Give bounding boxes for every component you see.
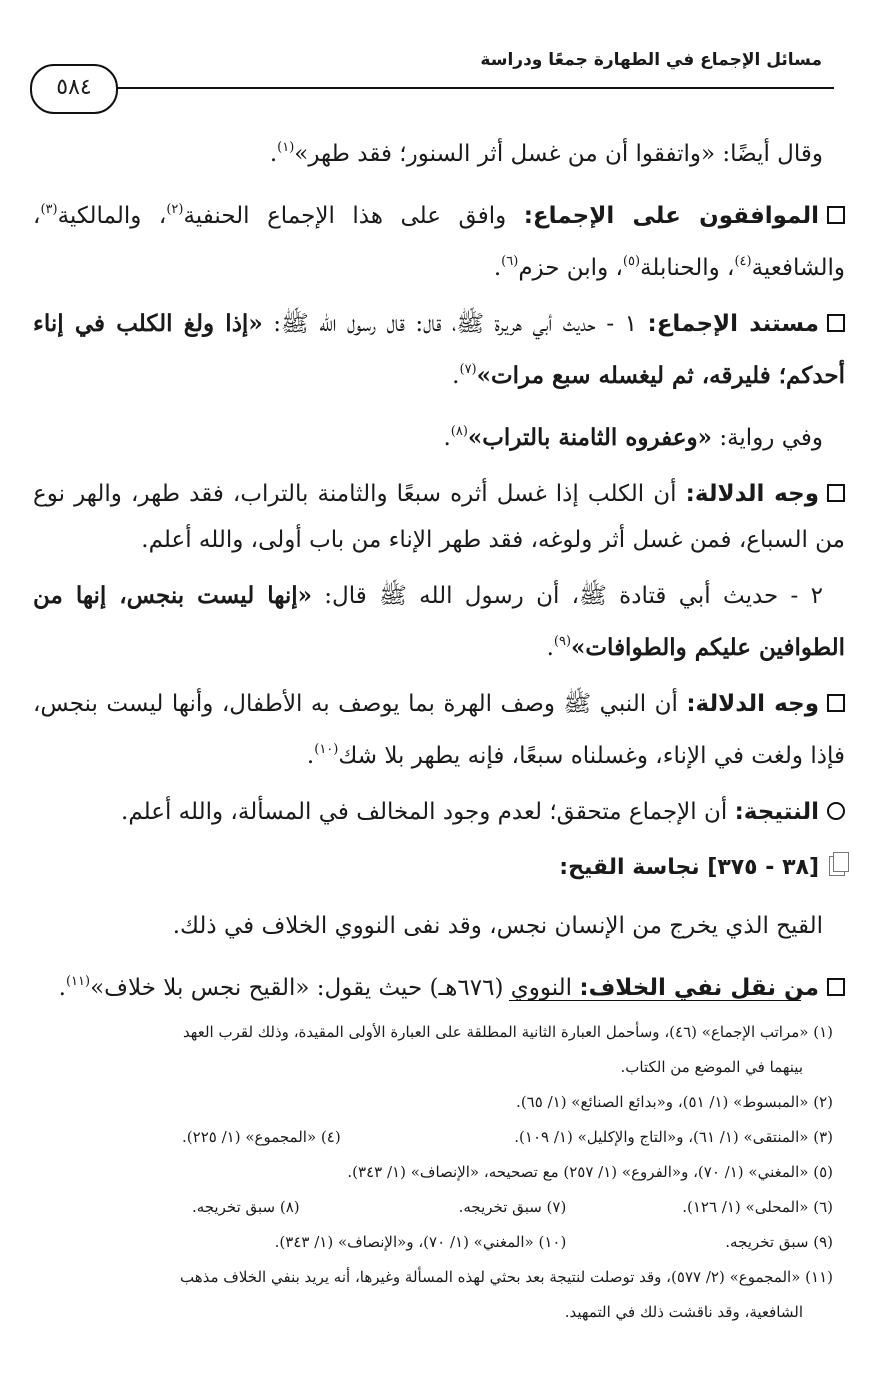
- footnote-ref[interactable]: (٧): [459, 362, 477, 377]
- footnote-ref[interactable]: (٢): [166, 202, 184, 217]
- footnote-8: (٨) سبق تخريجه.: [191, 1198, 300, 1216]
- square-bullet-icon: [827, 484, 845, 502]
- footnote-1-continued: بينهما في الموضع من الكتاب.: [620, 1058, 803, 1076]
- hadith-quote: «إذا ولغ الكلب في إناء أحدكم؛ فليرقه، ثم ليغسله سبع مرات»: [33, 310, 845, 389]
- section-label: النتيجة:: [734, 799, 819, 825]
- square-bullet-icon: [827, 206, 845, 224]
- footnote-ref[interactable]: (٤): [734, 254, 752, 269]
- footnote-1: (١) «مراتب الإجماع» (٤٦)، وسأحمل العبارة الثانية المطلقة على العبارة الأولى المقيدة، وذلك لقرب العهد: [182, 1023, 833, 1041]
- paragraph-text: ٢ - حديث أبي قتادة ﷺ، أن رسول الله ﷺ قال:: [312, 583, 823, 609]
- section-label: وجه الدلالة:: [686, 691, 819, 717]
- paragraph-text: القيح الذي يخرج من الإنسان نجس، وقد نفى النووي الخلاف في ذلك.: [172, 913, 823, 939]
- section-number: [٣٨ - ٣٧٥]: [707, 855, 819, 880]
- page-number: ٥٨٤: [30, 64, 118, 114]
- footnote-ref[interactable]: (٣): [40, 202, 58, 217]
- paragraph-1: [33, 125, 845, 177]
- punctuation: .: [452, 363, 460, 389]
- paragraph-text: وافق على هذا الإجماع الحنفية: [183, 203, 524, 229]
- paragraph-text: أن الكلب إذا غسل أثره سبعًا والثامنة بالتراب، فقد طهر، والهر نوع من السباع، فمن غسل أثر ولوغه، فقد طهر الإناء من باب أولى، والله أعلم.: [33, 481, 845, 553]
- paragraph-text: ، وابن حزم: [518, 255, 623, 281]
- footnote-ref[interactable]: (٩): [553, 634, 572, 649]
- footnote-ref[interactable]: (١٠): [314, 742, 339, 757]
- paragraph-text: وقال أيضًا: «واتفقوا أن من غسل أثر السنور؛ فقد طهر»: [294, 141, 823, 167]
- section-label: من نقل نفي الخلاف:: [579, 975, 819, 1001]
- paragraph-narration: [33, 409, 845, 461]
- paragraph-intro: [33, 903, 845, 949]
- footnote-row: [33, 1190, 833, 1225]
- footnote-9: (٩) سبق تخريجه.: [725, 1233, 833, 1251]
- page-header: [30, 44, 834, 100]
- punctuation: .: [58, 975, 66, 1001]
- paragraph-text: ، والحنابلة: [640, 255, 735, 281]
- paragraph-text: أن النبي ﷺ وصف الهرة بما يوصف به الأطفال، وأنها ليست بنجس، فإذا ولغت في الإناء، وغسلناه سبعًا، فإنه يطهر بلا شك: [33, 691, 845, 769]
- paragraph-text: وفي رواية:: [712, 425, 823, 451]
- paragraph-text: النووي (٦٧٦هـ) حيث يقول: «القيح نجس بلا خلاف»: [90, 975, 580, 1001]
- footnote-row: [33, 1225, 833, 1260]
- paragraph-text: ١ - حديث أبي هريرة ﷺ، قال: قال رسول الله ﷺ:: [262, 311, 648, 337]
- footnote-ref[interactable]: (١١): [65, 974, 91, 989]
- hadith-quote: «إنها ليست بنجس، إنها من الطوافين عليكم والطوافات»: [33, 582, 845, 661]
- footnote-10: (١٠) «المغني» (١/ ٧٠)، و«الإنصاف» (١/ ٣٤٣).: [274, 1233, 567, 1251]
- hadith-quote: «وعفروه الثامنة بالتراب»: [467, 424, 713, 451]
- section-label: الموافقون على الإجماع:: [523, 203, 819, 229]
- document-icon: [829, 856, 845, 876]
- circle-bullet-icon: [827, 802, 845, 820]
- footnote-row: [33, 1120, 833, 1155]
- footnote-7: (٧) سبق تخريجه.: [458, 1198, 567, 1216]
- paragraph-hadith-2: [33, 573, 845, 671]
- square-bullet-icon: [827, 314, 845, 332]
- footnote-separator: [509, 1000, 801, 1001]
- punctuation: .: [493, 255, 502, 281]
- section-heading: [33, 845, 845, 891]
- main-text: [33, 125, 845, 1021]
- footnote-ref[interactable]: (٥): [622, 254, 641, 269]
- punctuation: .: [269, 141, 278, 167]
- paragraph-evidence-1: [33, 471, 845, 563]
- header-rule: [110, 87, 834, 89]
- footnote-3: (٣) «المنتقى» (١/ ٦١)، و«التاج والإكليل» (١/ ١٠٩).: [514, 1128, 833, 1146]
- paragraph-result: [33, 789, 845, 835]
- square-bullet-icon: [827, 978, 845, 996]
- paragraph-text: أن الإجماع متحقق؛ لعدم وجود المخالف في المسألة، والله أعلم.: [121, 799, 735, 825]
- paragraph-text: ، والمالكية: [57, 203, 167, 229]
- section-label: مستند الإجماع:: [647, 311, 819, 337]
- running-title: مسائل الإجماع في الطهارة جمعًا ودراسة: [480, 50, 822, 70]
- paragraph-denial-of-dispute: [33, 959, 845, 1011]
- footnotes: [33, 1015, 833, 1330]
- footnote-11: (١١) «المجموع» (٢/ ٥٧٧)، وقد توصلت لنتيجة بعد بحثي لهذه المسألة وغيرها، أنه يريد بنفي الخلاف مذهب: [179, 1268, 833, 1286]
- punctuation: .: [546, 635, 554, 661]
- section-title: نجاسة القيح:: [559, 855, 700, 880]
- paragraph-evidence-2: [33, 681, 845, 779]
- paragraph-agreeing-schools: [33, 187, 845, 291]
- section-label: وجه الدلالة:: [685, 481, 820, 507]
- footnote-ref[interactable]: (١): [277, 140, 295, 155]
- footnote-ref[interactable]: (٦): [501, 254, 519, 269]
- square-bullet-icon: [827, 694, 845, 712]
- paragraph-consensus-basis: [33, 301, 845, 399]
- paragraph-text: ، والشافعية: [33, 203, 845, 281]
- footnote-2: (٢) «المبسوط» (١/ ٥١)، و«بدائع الصنائع» (١/ ٦٥).: [516, 1093, 833, 1111]
- footnote-11-continued: الشافعية، وقد ناقشت ذلك في التمهيد.: [564, 1303, 803, 1321]
- footnote-ref[interactable]: (٨): [450, 424, 468, 439]
- footnote-4: (٤) «المجموع» (١/ ٢٢٥).: [182, 1128, 341, 1146]
- footnote-5: (٥) «المغني» (١/ ٧٠)، و«الفروع» (١/ ٢٥٧) مع تصحيحه، «الإنصاف» (١/ ٣٤٣).: [347, 1163, 833, 1181]
- punctuation: .: [306, 743, 315, 769]
- footnote-6: (٦) «المحلى» (١/ ١٢٦).: [682, 1198, 833, 1216]
- punctuation: .: [443, 425, 451, 451]
